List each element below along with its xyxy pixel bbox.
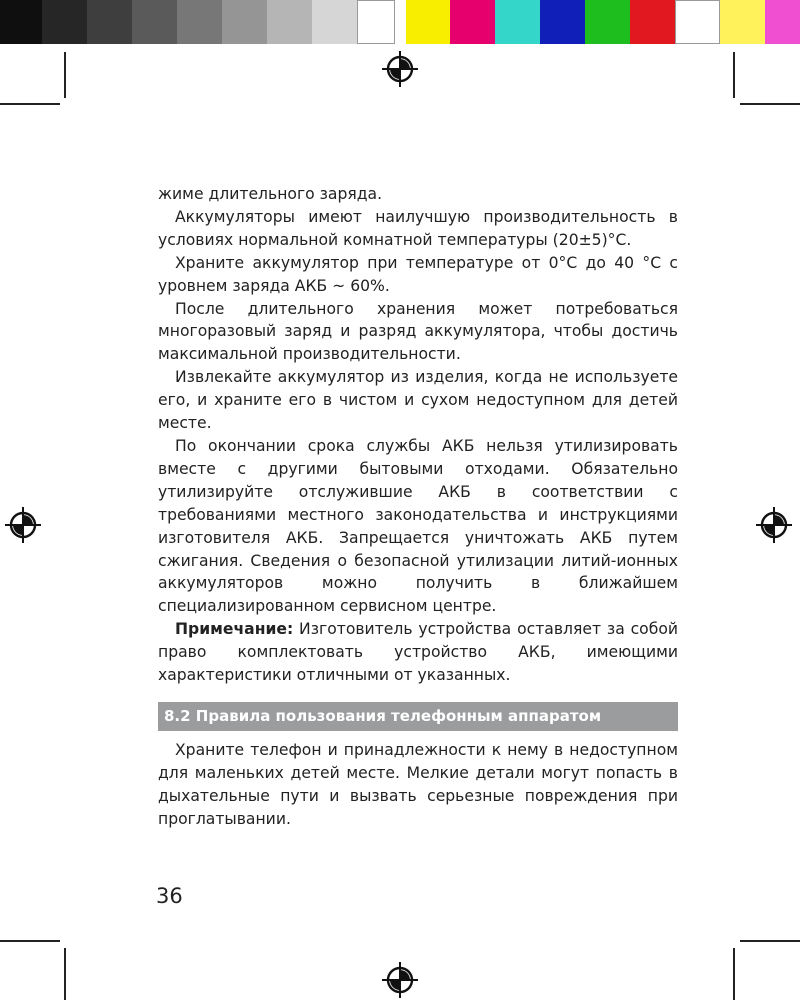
swatch-gray-2 [42, 0, 87, 44]
crop-mark-top-right-horizontal [740, 103, 800, 105]
paragraph-storage-temperature: Храните аккумулятор при температуре от 0°С до 40 °С с уровнем заряда АКБ ~ 60%. [158, 253, 678, 295]
swatch-green [585, 0, 630, 44]
swatch-magenta [450, 0, 495, 44]
note-text: Изготовитель устройства оставляет за собой право комплектовать устройство АКБ, имеющими характеристики отличными от указанных. [158, 620, 678, 685]
swatch-gray-7 [267, 0, 312, 44]
crop-mark-bottom-right-horizontal [740, 940, 800, 942]
printer-color-bar [0, 0, 800, 44]
crop-mark-top-right-vertical [733, 52, 735, 98]
note-label: Примечание: [175, 620, 294, 639]
page-text-block [158, 183, 678, 831]
swatch-gray-1 [0, 0, 42, 44]
swatch-gray-3 [87, 0, 132, 44]
registration-mark-right-icon [756, 507, 792, 543]
registration-mark-left-icon [5, 507, 41, 543]
paragraph-performance: Аккумуляторы имеют наилучшую производительность в условиях нормальной комнатной температуры (20±5)°С. [158, 207, 678, 249]
swatch-blue [540, 0, 585, 44]
crop-mark-bottom-right-vertical [733, 948, 735, 1000]
crop-mark-top-left-vertical [64, 52, 66, 98]
swatch-white-2 [675, 0, 720, 44]
paragraph-disposal: По окончании срока службы АКБ нельзя утилизировать вместе с другими бытовыми отходами. Обязательно утилизируйте отслужившие АКБ в соответствии с требованиями местного законодательства и инструкциями изготовителя АКБ. Запрещается уничтожать АКБ путем сжигания. Сведения о безопасной утилизации литий-ионных аккумуляторов можно получить в ближайшем специализированном сервисном центре. [158, 436, 678, 616]
paragraph-note [158, 618, 678, 687]
page-number: 36 [156, 884, 183, 908]
paragraph-phone-usage: Храните телефон и принадлежности к нему в недоступном для маленьких детей месте. Мелкие детали могут попасть в дыхательные пути и вызвать серьезные повреждения при проглатывании. [158, 740, 678, 828]
swatch-gray-5 [177, 0, 222, 44]
paragraph-remove-battery: Извлекайте аккумулятор из изделия, когда не используете его, и храните его в чистом и сухом недоступном для детей месте. [158, 368, 678, 433]
swatch-light-yellow [720, 0, 765, 44]
crop-mark-bottom-left-horizontal [0, 940, 60, 942]
crop-mark-bottom-left-vertical [64, 948, 66, 1000]
paragraph-long-storage: После длительного хранения может потребоваться многоразовый заряд и разряд аккумулятора, чтобы достичь максимальной производительности. [158, 299, 678, 364]
section-header: 8.2 Правила пользования телефонным аппаратом [158, 702, 678, 731]
crop-mark-top-left-horizontal [0, 103, 60, 105]
swatch-red [630, 0, 675, 44]
swatch-white [357, 0, 395, 44]
registration-mark-top-icon [382, 51, 418, 87]
swatch-gray-6 [222, 0, 267, 44]
paragraph-continued: жиме длительного заряда. [158, 185, 383, 203]
swatch-light-magenta [765, 0, 800, 44]
swatch-cyan [495, 0, 540, 44]
registration-mark-bottom-icon [382, 962, 418, 998]
swatch-gray-8 [312, 0, 357, 44]
swatch-gray-4 [132, 0, 177, 44]
swatch-yellow [406, 0, 450, 44]
